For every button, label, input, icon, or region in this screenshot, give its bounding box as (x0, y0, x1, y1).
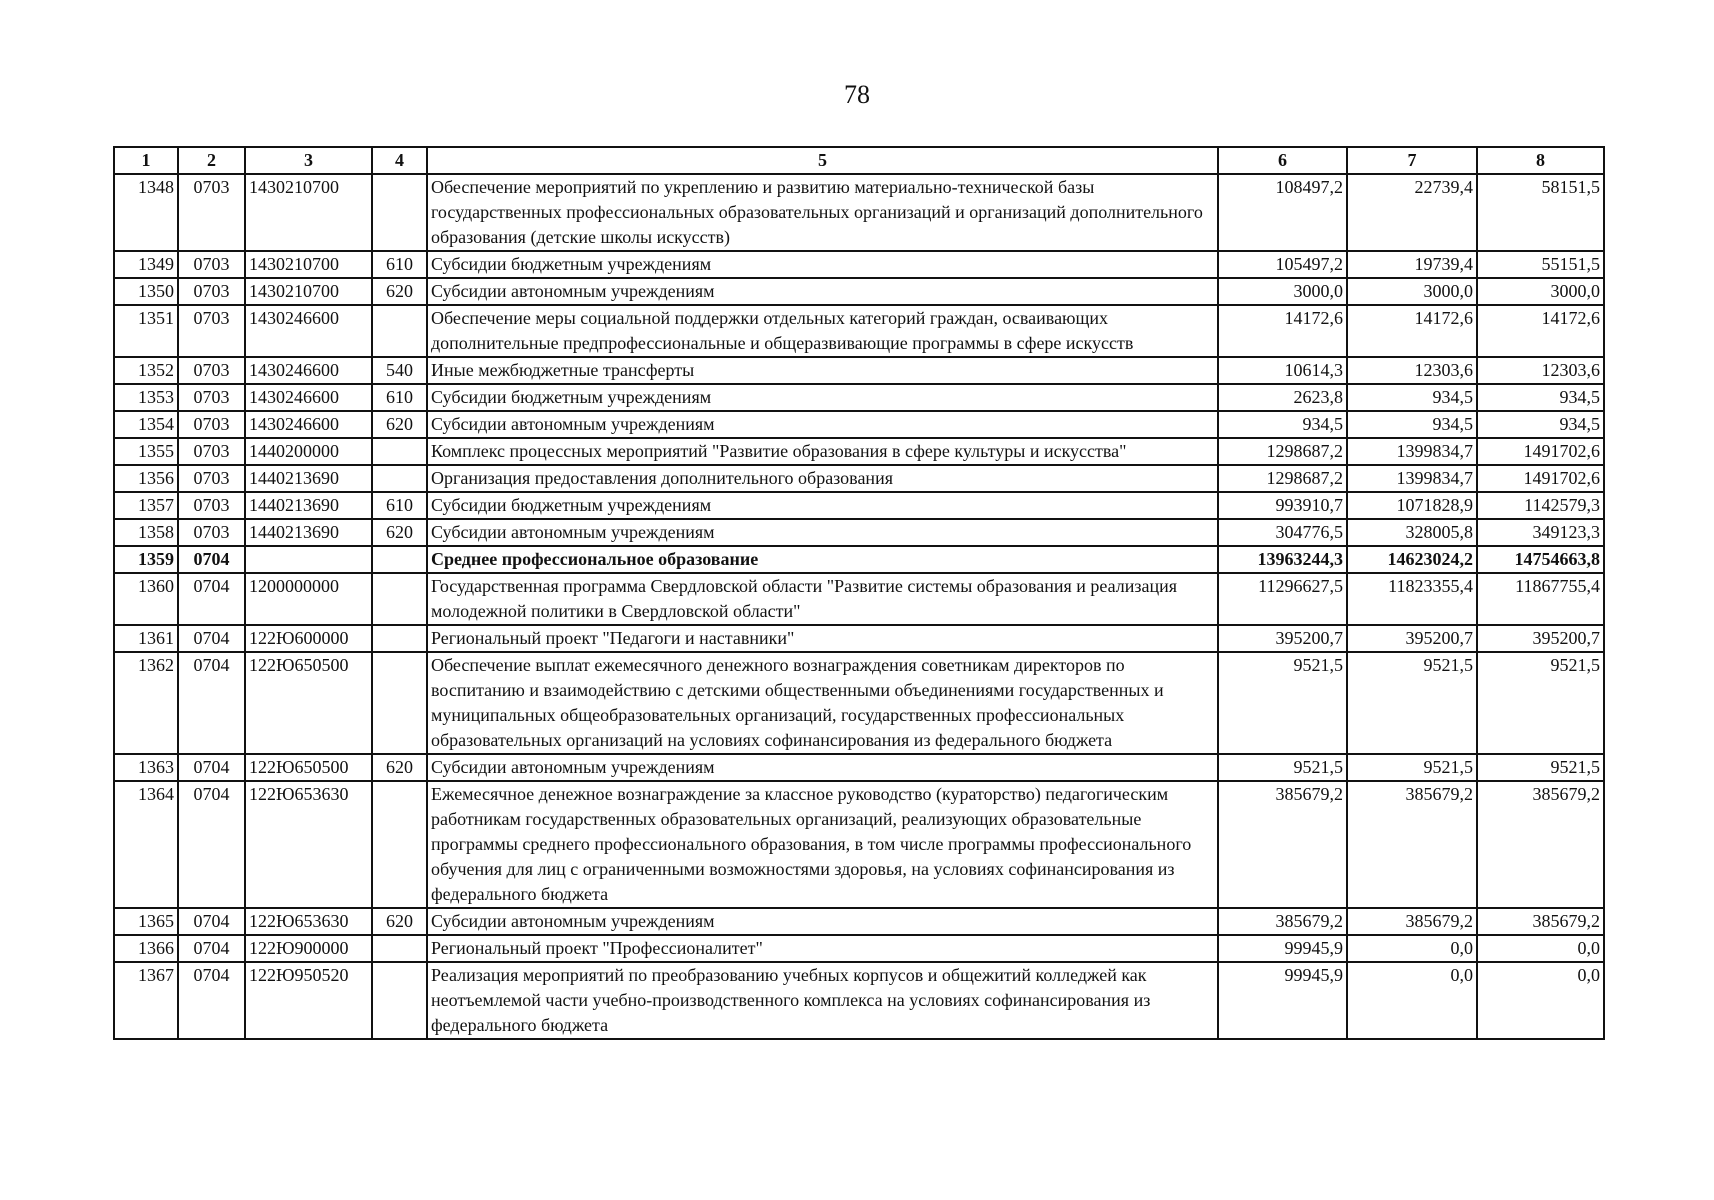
target-article-cell: 1430246600 (245, 384, 372, 411)
amount-col7-cell: 9521,5 (1347, 652, 1477, 754)
section-code-cell: 0703 (178, 384, 245, 411)
section-code-cell: 0703 (178, 438, 245, 465)
target-article-cell: 1440213690 (245, 492, 372, 519)
amount-col6-cell: 13963244,3 (1218, 546, 1347, 573)
amount-col7-cell: 1071828,9 (1347, 492, 1477, 519)
expense-type-cell: 610 (372, 251, 427, 278)
amount-col7-cell: 395200,7 (1347, 625, 1477, 652)
target-article-cell: 122Ю650500 (245, 754, 372, 781)
item-name-cell: Комплекс процессных мероприятий "Развитие образования в сфере культуры и искусства" (427, 438, 1218, 465)
amount-col6-cell: 385679,2 (1218, 908, 1347, 935)
row-number-cell: 1364 (114, 781, 178, 908)
item-name-cell: Субсидии автономным учреждениям (427, 908, 1218, 935)
table-header-row (114, 147, 1604, 174)
amount-col8-cell: 934,5 (1477, 411, 1604, 438)
target-article-cell: 1430210700 (245, 278, 372, 305)
expense-type-cell (372, 652, 427, 754)
header-cell: 4 (372, 147, 427, 174)
table-row (114, 411, 1604, 438)
table-row (114, 754, 1604, 781)
section-code-cell: 0704 (178, 962, 245, 1039)
amount-col6-cell: 10614,3 (1218, 357, 1347, 384)
amount-col8-cell: 9521,5 (1477, 754, 1604, 781)
section-code-cell: 0704 (178, 935, 245, 962)
amount-col7-cell: 11823355,4 (1347, 573, 1477, 625)
section-code-cell: 0703 (178, 411, 245, 438)
target-article-cell: 122Ю600000 (245, 625, 372, 652)
target-article-cell: 1200000000 (245, 573, 372, 625)
target-article-cell (245, 546, 372, 573)
item-name-cell: Обеспечение выплат ежемесячного денежного вознаграждения советникам директоров по воспитанию и взаимодействию с детскими общественными объединениями государственных и муниципальных общеобразовательных организаций, государственных профессиональных образовательных организаций на условиях софинансирования из федерального бюджета (427, 652, 1218, 754)
header-cell: 8 (1477, 147, 1604, 174)
amount-col8-cell: 11867755,4 (1477, 573, 1604, 625)
amount-col8-cell: 395200,7 (1477, 625, 1604, 652)
amount-col6-cell: 3000,0 (1218, 278, 1347, 305)
amount-col7-cell: 22739,4 (1347, 174, 1477, 251)
amount-col8-cell: 385679,2 (1477, 781, 1604, 908)
row-number-cell: 1367 (114, 962, 178, 1039)
target-article-cell: 122Ю950520 (245, 962, 372, 1039)
table-row (114, 962, 1604, 1039)
amount-col8-cell: 58151,5 (1477, 174, 1604, 251)
amount-col8-cell: 9521,5 (1477, 652, 1604, 754)
amount-col8-cell: 14172,6 (1477, 305, 1604, 357)
expense-type-cell: 620 (372, 278, 427, 305)
table-row (114, 492, 1604, 519)
row-number-cell: 1357 (114, 492, 178, 519)
section-code-cell: 0704 (178, 625, 245, 652)
amount-col7-cell: 14172,6 (1347, 305, 1477, 357)
header-cell: 5 (427, 147, 1218, 174)
item-name-cell: Иные межбюджетные трансферты (427, 357, 1218, 384)
target-article-cell: 1440213690 (245, 465, 372, 492)
page-number: 78 (844, 80, 870, 109)
expense-type-cell (372, 962, 427, 1039)
row-number-cell: 1365 (114, 908, 178, 935)
section-code-cell: 0704 (178, 573, 245, 625)
table-row (114, 278, 1604, 305)
amount-col6-cell: 1298687,2 (1218, 465, 1347, 492)
amount-col8-cell: 3000,0 (1477, 278, 1604, 305)
section-code-cell: 0703 (178, 357, 245, 384)
expense-type-cell (372, 305, 427, 357)
amount-col6-cell: 993910,7 (1218, 492, 1347, 519)
section-code-cell: 0704 (178, 781, 245, 908)
row-number-cell: 1353 (114, 384, 178, 411)
amount-col7-cell: 14623024,2 (1347, 546, 1477, 573)
row-number-cell: 1351 (114, 305, 178, 357)
amount-col7-cell: 0,0 (1347, 935, 1477, 962)
table-row (114, 357, 1604, 384)
section-code-cell: 0704 (178, 546, 245, 573)
expense-type-cell (372, 438, 427, 465)
section-code-cell: 0703 (178, 278, 245, 305)
table-row (114, 573, 1604, 625)
expense-type-cell (372, 174, 427, 251)
expense-type-cell: 620 (372, 519, 427, 546)
amount-col6-cell: 304776,5 (1218, 519, 1347, 546)
table-row (114, 652, 1604, 754)
header-cell: 1 (114, 147, 178, 174)
expense-type-cell (372, 781, 427, 908)
amount-col6-cell: 385679,2 (1218, 781, 1347, 908)
item-name-cell: Среднее профессиональное образование (427, 546, 1218, 573)
table-row (114, 935, 1604, 962)
row-number-cell: 1360 (114, 573, 178, 625)
expense-type-cell: 620 (372, 411, 427, 438)
expense-type-cell (372, 625, 427, 652)
section-code-cell: 0703 (178, 492, 245, 519)
header-cell: 2 (178, 147, 245, 174)
item-name-cell: Реализация мероприятий по преобразованию учебных корпусов и общежитий колледжей как неотъемлемой части учебно-производственного комплекса на условиях софинансирования из федерального бюджета (427, 962, 1218, 1039)
amount-col6-cell: 99945,9 (1218, 962, 1347, 1039)
target-article-cell: 1430210700 (245, 174, 372, 251)
table-row (114, 305, 1604, 357)
amount-col8-cell: 14754663,8 (1477, 546, 1604, 573)
amount-col6-cell: 2623,8 (1218, 384, 1347, 411)
amount-col6-cell: 14172,6 (1218, 305, 1347, 357)
amount-col7-cell: 934,5 (1347, 411, 1477, 438)
item-name-cell: Государственная программа Свердловской области "Развитие системы образования и реализация молодежной политики в Свердловской области" (427, 573, 1218, 625)
amount-col8-cell: 0,0 (1477, 935, 1604, 962)
expense-type-cell: 540 (372, 357, 427, 384)
amount-col6-cell: 108497,2 (1218, 174, 1347, 251)
expense-type-cell (372, 935, 427, 962)
amount-col6-cell: 9521,5 (1218, 652, 1347, 754)
row-number-cell: 1352 (114, 357, 178, 384)
amount-col8-cell: 349123,3 (1477, 519, 1604, 546)
row-number-cell: 1362 (114, 652, 178, 754)
item-name-cell: Субсидии бюджетным учреждениям (427, 384, 1218, 411)
amount-col7-cell: 934,5 (1347, 384, 1477, 411)
amount-col8-cell: 1491702,6 (1477, 438, 1604, 465)
amount-col8-cell: 385679,2 (1477, 908, 1604, 935)
section-code-cell: 0703 (178, 519, 245, 546)
amount-col6-cell: 1298687,2 (1218, 438, 1347, 465)
amount-col7-cell: 3000,0 (1347, 278, 1477, 305)
table-row (114, 438, 1604, 465)
target-article-cell: 1430210700 (245, 251, 372, 278)
row-number-cell: 1355 (114, 438, 178, 465)
expense-type-cell (372, 573, 427, 625)
amount-col7-cell: 385679,2 (1347, 781, 1477, 908)
section-code-cell: 0704 (178, 754, 245, 781)
budget-table (113, 146, 1605, 1040)
table-row (114, 251, 1604, 278)
target-article-cell: 1440200000 (245, 438, 372, 465)
target-article-cell: 1430246600 (245, 411, 372, 438)
row-number-cell: 1356 (114, 465, 178, 492)
amount-col6-cell: 99945,9 (1218, 935, 1347, 962)
table-row (114, 465, 1604, 492)
item-name-cell: Региональный проект "Профессионалитет" (427, 935, 1218, 962)
section-code-cell: 0703 (178, 305, 245, 357)
section-code-cell: 0704 (178, 652, 245, 754)
target-article-cell: 122Ю650500 (245, 652, 372, 754)
amount-col7-cell: 0,0 (1347, 962, 1477, 1039)
amount-col6-cell: 934,5 (1218, 411, 1347, 438)
target-article-cell: 1430246600 (245, 305, 372, 357)
amount-col8-cell: 12303,6 (1477, 357, 1604, 384)
row-number-cell: 1350 (114, 278, 178, 305)
expense-type-cell: 620 (372, 754, 427, 781)
item-name-cell: Субсидии автономным учреждениям (427, 754, 1218, 781)
row-number-cell: 1348 (114, 174, 178, 251)
row-number-cell: 1358 (114, 519, 178, 546)
target-article-cell: 122Ю900000 (245, 935, 372, 962)
amount-col7-cell: 328005,8 (1347, 519, 1477, 546)
item-name-cell: Обеспечение мероприятий по укреплению и развитию материально-технической базы государственных профессиональных образовательных организаций и организаций дополнительного образования (детские школы искусств) (427, 174, 1218, 251)
row-number-cell: 1363 (114, 754, 178, 781)
item-name-cell: Субсидии бюджетным учреждениям (427, 251, 1218, 278)
target-article-cell: 122Ю653630 (245, 781, 372, 908)
amount-col6-cell: 105497,2 (1218, 251, 1347, 278)
section-code-cell: 0703 (178, 251, 245, 278)
row-number-cell: 1349 (114, 251, 178, 278)
expense-type-cell: 610 (372, 384, 427, 411)
amount-col7-cell: 385679,2 (1347, 908, 1477, 935)
amount-col6-cell: 395200,7 (1218, 625, 1347, 652)
expense-type-cell (372, 465, 427, 492)
table-row (114, 781, 1604, 908)
item-name-cell: Обеспечение меры социальной поддержки отдельных категорий граждан, осваивающих дополнительные предпрофессиональные и общеразвивающие программы в сфере искусств (427, 305, 1218, 357)
header-cell: 7 (1347, 147, 1477, 174)
amount-col8-cell: 1142579,3 (1477, 492, 1604, 519)
header-cell: 3 (245, 147, 372, 174)
row-number-cell: 1361 (114, 625, 178, 652)
table-row (114, 174, 1604, 251)
amount-col7-cell: 9521,5 (1347, 754, 1477, 781)
item-name-cell: Организация предоставления дополнительного образования (427, 465, 1218, 492)
section-code-cell: 0704 (178, 908, 245, 935)
amount-col8-cell: 0,0 (1477, 962, 1604, 1039)
row-number-cell: 1366 (114, 935, 178, 962)
amount-col8-cell: 55151,5 (1477, 251, 1604, 278)
table-row (114, 519, 1604, 546)
target-article-cell: 1440213690 (245, 519, 372, 546)
table-row (114, 546, 1604, 573)
section-code-cell: 0703 (178, 174, 245, 251)
amount-col7-cell: 1399834,7 (1347, 438, 1477, 465)
table-row (114, 625, 1604, 652)
item-name-cell: Субсидии автономным учреждениям (427, 519, 1218, 546)
expense-type-cell: 610 (372, 492, 427, 519)
expense-type-cell: 620 (372, 908, 427, 935)
amount-col8-cell: 934,5 (1477, 384, 1604, 411)
header-cell: 6 (1218, 147, 1347, 174)
table-row (114, 908, 1604, 935)
item-name-cell: Региональный проект "Педагоги и наставники" (427, 625, 1218, 652)
table-row (114, 384, 1604, 411)
target-article-cell: 122Ю653630 (245, 908, 372, 935)
expense-type-cell (372, 546, 427, 573)
item-name-cell: Субсидии автономным учреждениям (427, 411, 1218, 438)
row-number-cell: 1359 (114, 546, 178, 573)
item-name-cell: Ежемесячное денежное вознаграждение за классное руководство (кураторство) педагогическим работникам государственных образовательных организаций, реализующих образовательные программы среднего профессионального образования, в том числе программы профессионального обучения для лиц с ограниченными возможностями здоровья, на условиях софинансирования из федерального бюджета (427, 781, 1218, 908)
amount-col7-cell: 19739,4 (1347, 251, 1477, 278)
row-number-cell: 1354 (114, 411, 178, 438)
amount-col7-cell: 1399834,7 (1347, 465, 1477, 492)
item-name-cell: Субсидии автономным учреждениям (427, 278, 1218, 305)
amount-col8-cell: 1491702,6 (1477, 465, 1604, 492)
section-code-cell: 0703 (178, 465, 245, 492)
amount-col6-cell: 11296627,5 (1218, 573, 1347, 625)
target-article-cell: 1430246600 (245, 357, 372, 384)
table-body (114, 174, 1604, 1039)
amount-col7-cell: 12303,6 (1347, 357, 1477, 384)
amount-col6-cell: 9521,5 (1218, 754, 1347, 781)
item-name-cell: Субсидии бюджетным учреждениям (427, 492, 1218, 519)
